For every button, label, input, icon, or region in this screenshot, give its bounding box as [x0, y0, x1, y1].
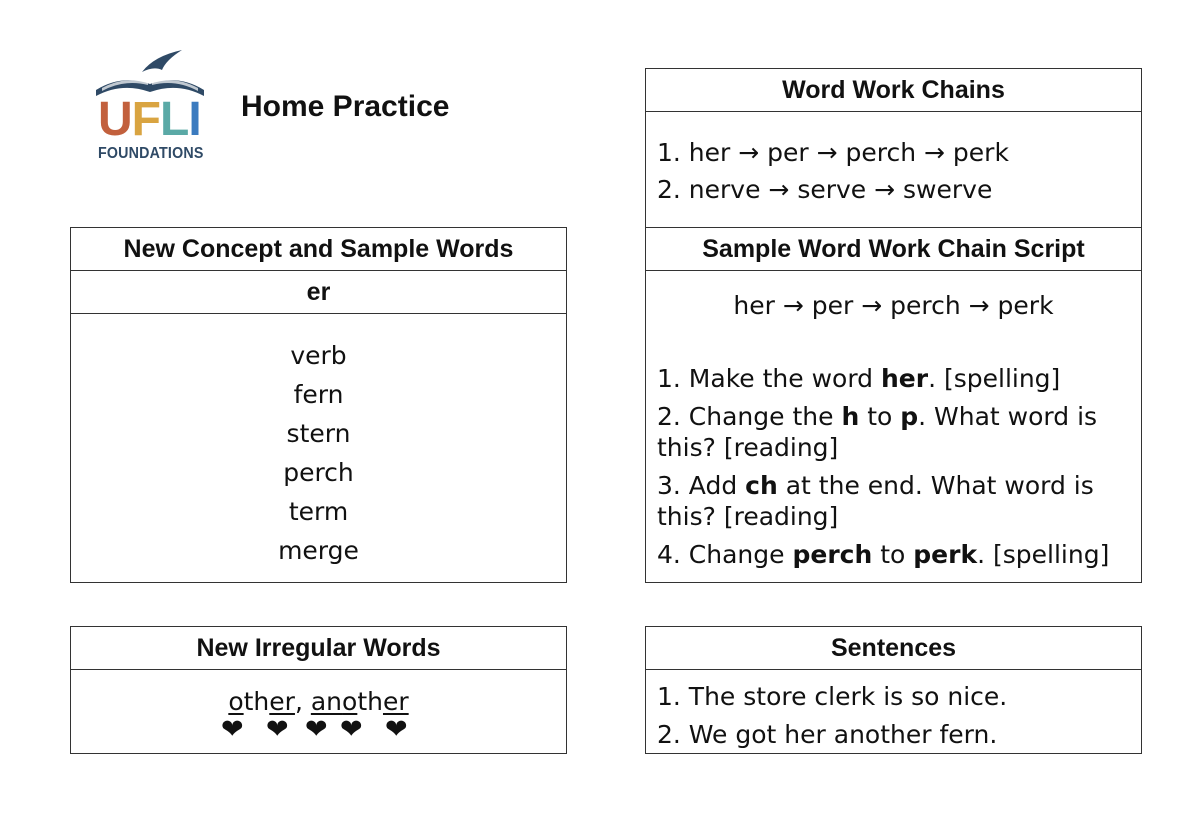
tricky-part: er — [269, 687, 295, 716]
step-text: . [spelling] — [977, 540, 1110, 569]
irregular-words-content — [71, 670, 566, 749]
logo-letter-u: U — [98, 93, 132, 146]
logo-letter-l: L — [160, 93, 189, 146]
sample-word: perch — [283, 458, 354, 487]
irregular-words-box — [70, 626, 567, 754]
logo-wordmark — [98, 93, 201, 146]
irregular-words-title: New Irregular Words — [71, 627, 566, 670]
sample-word: verb — [290, 341, 347, 370]
script-step-2 — [657, 401, 1131, 463]
step-text: to — [859, 402, 901, 431]
sample-word: fern — [293, 380, 344, 409]
concept-label: er — [71, 271, 566, 314]
word-work-chains-title: Word Work Chains — [646, 69, 1141, 112]
new-concept-box — [70, 227, 567, 583]
step-text: 2. Change the — [657, 402, 842, 431]
page-title: Home Practice — [241, 90, 450, 123]
heart-icon: ❤ — [340, 714, 363, 745]
new-concept-title: New Concept and Sample Words — [71, 228, 566, 271]
step-text: 3. Add — [657, 471, 746, 500]
sentences-title: Sentences — [646, 627, 1141, 670]
tricky-part: an — [310, 687, 343, 716]
logo-letter-f: F — [131, 93, 160, 146]
sample-words-list — [71, 314, 566, 570]
chain-script-box — [645, 227, 1142, 583]
logo-subtitle: FOUNDATIONS — [98, 145, 204, 162]
sentences-list — [646, 670, 1141, 754]
sample-word: stern — [286, 419, 351, 448]
word-part: , — [294, 687, 311, 716]
script-step-4 — [657, 539, 1131, 570]
word-part: th — [243, 687, 270, 716]
sentences-box — [645, 626, 1142, 754]
sentence-1: 1. The store clerk is so nice. — [657, 682, 1008, 711]
heart-icon: ❤ — [266, 714, 289, 745]
heart-marks — [71, 714, 566, 749]
bold-word: ch — [745, 471, 778, 500]
word-work-chains-box — [645, 68, 1142, 230]
word-part: th — [357, 687, 383, 716]
script-chain: her → per → perch → perk — [733, 291, 1054, 320]
step-text: . [spelling] — [928, 364, 1061, 393]
step-text: 4. Change — [657, 540, 793, 569]
chain-list — [646, 112, 1141, 208]
bold-word: perk — [913, 540, 978, 569]
bold-word: perch — [792, 540, 873, 569]
script-steps — [646, 323, 1141, 570]
script-step-3 — [657, 470, 1131, 532]
sample-word: term — [288, 497, 349, 526]
script-step-1 — [657, 363, 1131, 394]
heart-icon: ❤ — [385, 714, 408, 745]
sample-word: merge — [278, 536, 359, 565]
logo-letter-i: I — [188, 93, 201, 146]
ufli-logo — [92, 44, 212, 166]
chain-item-2: 2. nerve → serve → swerve — [657, 175, 993, 204]
chain-item-1: 1. her → per → perch → perk — [657, 138, 1009, 167]
step-text: 1. Make the word — [657, 364, 881, 393]
step-text: at the end. What word is this? [reading] — [657, 471, 1094, 531]
tricky-part: o — [228, 687, 244, 716]
sentence-2: 2. We got her another fern. — [657, 720, 998, 749]
heart-icon: ❤ — [305, 714, 328, 745]
step-text: to — [872, 540, 914, 569]
bold-word: h — [841, 402, 860, 431]
heart-icon: ❤ — [221, 714, 244, 745]
bold-word: p — [900, 402, 919, 431]
step-text: . What word is this? [reading] — [657, 402, 1098, 462]
bold-word: her — [880, 364, 929, 393]
tricky-part: o — [342, 687, 358, 716]
chain-script-title: Sample Word Work Chain Script — [646, 228, 1141, 271]
tricky-part: er — [382, 687, 409, 716]
